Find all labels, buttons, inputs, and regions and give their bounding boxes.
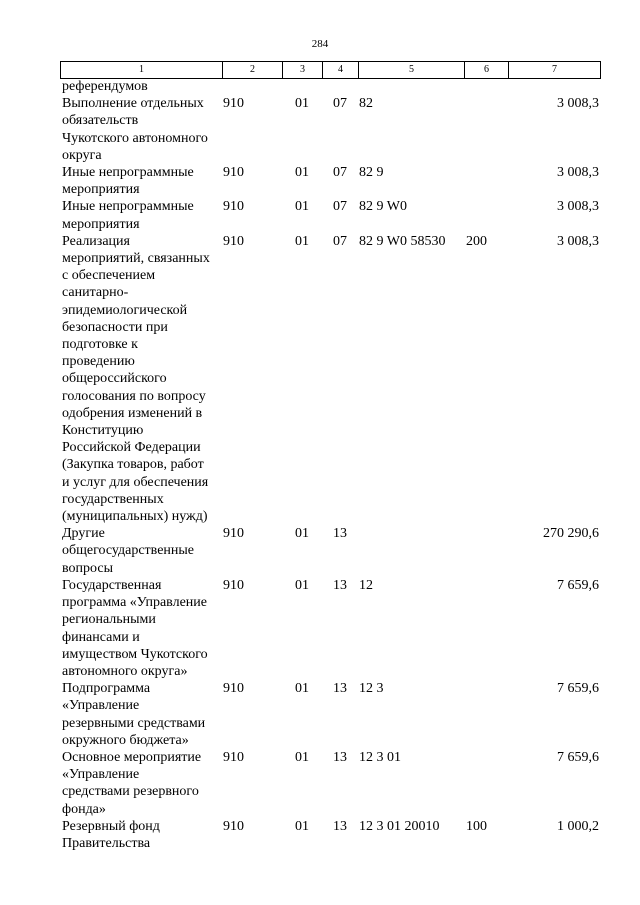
row-subsection-code: 07 xyxy=(333,96,347,112)
row-target-article: 12 3 01 20010 xyxy=(359,818,440,834)
row-ministry-code: 910 xyxy=(223,681,244,697)
row-name xyxy=(60,164,222,198)
header-col-3: 3 xyxy=(283,62,323,79)
header-col-2: 2 xyxy=(223,62,283,79)
row-name-line: Подпрограмма xyxy=(62,681,151,697)
row-subsection-code: 13 xyxy=(333,818,347,834)
row-name xyxy=(60,577,222,680)
row-section-code: 01 xyxy=(295,818,309,834)
row-name-line: и услуг для обеспечения xyxy=(62,474,209,490)
row-name-line: Правительства xyxy=(62,835,151,851)
table-row xyxy=(60,78,600,95)
page-number: 284 xyxy=(311,38,329,50)
row-ministry-code: 910 xyxy=(223,577,244,593)
header-col-5: 5 xyxy=(359,62,465,79)
row-subsection-code: 13 xyxy=(333,749,347,765)
row-expense-type: 100 xyxy=(466,818,487,834)
table-body xyxy=(60,78,600,852)
table-row xyxy=(60,818,600,852)
row-expense-type xyxy=(464,577,508,680)
row-name-line: Российской Федерации xyxy=(62,440,201,456)
row-section-code xyxy=(282,78,322,95)
header-col-6: 6 xyxy=(465,62,509,79)
row-expense-type xyxy=(464,680,508,749)
row-name-line: Конституцию xyxy=(62,423,144,439)
row-name xyxy=(60,749,222,818)
row-expense-type xyxy=(464,78,508,95)
row-name xyxy=(60,525,222,577)
row-amount xyxy=(508,78,600,95)
row-name-line: мероприятия xyxy=(62,216,140,232)
row-name-line: «Управление xyxy=(62,698,140,714)
row-target-article xyxy=(358,525,464,577)
row-name-line: Выполнение отдельных xyxy=(62,96,204,112)
row-subsection-code: 13 xyxy=(333,681,347,697)
row-amount: 3 008,3 xyxy=(557,165,599,181)
row-name-line: с обеспечением xyxy=(62,268,156,284)
row-name-line: Чукотского автономного xyxy=(62,130,208,146)
row-ministry-code xyxy=(222,78,282,95)
table-row xyxy=(60,164,600,198)
row-name-line: санитарно- xyxy=(62,285,129,301)
row-name-line: мероприятий, связанных xyxy=(62,251,210,267)
row-amount: 3 008,3 xyxy=(557,233,599,249)
row-section-code: 01 xyxy=(295,681,309,697)
header-col-1: 1 xyxy=(61,62,223,79)
row-name-line: Реализация xyxy=(62,233,130,249)
row-section-code: 01 xyxy=(295,526,309,542)
row-ministry-code: 910 xyxy=(223,199,244,215)
row-name-line: Основное мероприятие xyxy=(62,749,202,765)
row-amount: 3 008,3 xyxy=(557,96,599,112)
table-row xyxy=(60,577,600,680)
row-ministry-code: 910 xyxy=(223,818,244,834)
row-name-line: округа xyxy=(62,147,102,163)
row-name-line: средствами резервного xyxy=(62,784,199,800)
row-ministry-code: 910 xyxy=(223,96,244,112)
row-amount: 7 659,6 xyxy=(557,749,599,765)
row-target-article: 12 xyxy=(359,577,373,593)
row-name-line: Иные непрограммные xyxy=(62,199,194,215)
row-subsection-code: 07 xyxy=(333,199,347,215)
table-row xyxy=(60,198,600,232)
row-subsection-code xyxy=(322,78,358,95)
row-amount: 270 290,6 xyxy=(543,526,599,542)
row-name-line: резервными средствами xyxy=(62,715,206,731)
row-section-code: 01 xyxy=(295,165,309,181)
row-expense-type xyxy=(464,198,508,232)
row-amount: 7 659,6 xyxy=(557,681,599,697)
row-name-line: безопасности при xyxy=(62,319,168,335)
row-name-line: одобрения изменений в xyxy=(62,405,203,421)
row-section-code: 01 xyxy=(295,749,309,765)
row-name-line: автономного округа» xyxy=(62,663,188,679)
table-row xyxy=(60,233,600,525)
row-name-line: эпидемиологической xyxy=(62,302,188,318)
row-name xyxy=(60,78,222,95)
row-name-line: обязательств xyxy=(62,113,139,129)
row-name xyxy=(60,680,222,749)
row-name xyxy=(60,818,222,852)
row-amount: 7 659,6 xyxy=(557,577,599,593)
row-target-article: 82 9 xyxy=(359,165,384,181)
row-name-line: Государственная xyxy=(62,577,162,593)
row-ministry-code: 910 xyxy=(223,165,244,181)
row-section-code: 01 xyxy=(295,199,309,215)
row-name-line: финансами и xyxy=(62,629,140,645)
row-subsection-code: 07 xyxy=(333,165,347,181)
row-subsection-code: 13 xyxy=(333,577,347,593)
row-name-line: подготовке к xyxy=(62,337,138,353)
row-name-line: «Управление xyxy=(62,767,140,783)
row-expense-type xyxy=(464,164,508,198)
header-row xyxy=(61,62,601,79)
row-ministry-code: 910 xyxy=(223,526,244,542)
row-expense-type: 200 xyxy=(466,233,487,249)
row-target-article: 12 3 01 xyxy=(359,749,401,765)
table-header xyxy=(60,61,601,79)
row-name-line: фонда» xyxy=(62,801,106,817)
row-expense-type xyxy=(464,95,508,164)
row-ministry-code: 910 xyxy=(223,749,244,765)
table-row xyxy=(60,525,600,577)
row-name-line: имуществом Чукотского xyxy=(62,646,208,662)
row-name xyxy=(60,198,222,232)
row-amount: 3 008,3 xyxy=(557,199,599,215)
row-name-line: общероссийского xyxy=(62,371,167,387)
row-name xyxy=(60,233,222,525)
row-name-line: Иные непрограммные xyxy=(62,165,194,181)
row-target-article: 12 3 xyxy=(359,681,384,697)
row-target-article: 82 xyxy=(359,96,373,112)
row-subsection-code: 07 xyxy=(333,233,347,249)
row-name-line: мероприятия xyxy=(62,182,140,198)
table-row xyxy=(60,680,600,749)
row-name-line: референдумов xyxy=(62,79,148,94)
row-name-line: вопросы xyxy=(62,560,113,576)
row-name-line: (муниципальных) нужд) xyxy=(62,509,208,525)
row-name-line: государственных xyxy=(62,491,164,507)
row-name-line: региональными xyxy=(62,612,156,628)
budget-table xyxy=(60,78,600,852)
row-section-code: 01 xyxy=(295,577,309,593)
row-name xyxy=(60,95,222,164)
row-name-line: проведению xyxy=(62,354,135,370)
table-row xyxy=(60,749,600,818)
row-amount: 1 000,2 xyxy=(557,818,599,834)
row-section-code: 01 xyxy=(295,233,309,249)
row-name-line: голосования по вопросу xyxy=(62,388,206,404)
row-expense-type xyxy=(464,525,508,577)
header-col-4: 4 xyxy=(323,62,359,79)
row-target-article: 82 9 W0 xyxy=(359,199,407,215)
row-subsection-code: 13 xyxy=(333,526,347,542)
row-name-line: (Закупка товаров, работ xyxy=(62,457,204,473)
row-name-line: программа «Управление xyxy=(62,595,207,611)
row-expense-type xyxy=(464,749,508,818)
header-col-7: 7 xyxy=(509,62,601,79)
row-target-article: 82 9 W0 58530 xyxy=(359,233,446,249)
row-name-line: Другие xyxy=(62,526,105,542)
row-name-line: окружного бюджета» xyxy=(62,732,189,748)
row-name-line: общегосударственные xyxy=(62,543,195,559)
row-ministry-code: 910 xyxy=(223,233,244,249)
row-section-code: 01 xyxy=(295,96,309,112)
row-name-line: Резервный фонд xyxy=(62,818,160,834)
table-row xyxy=(60,95,600,164)
row-target-article xyxy=(358,78,464,95)
